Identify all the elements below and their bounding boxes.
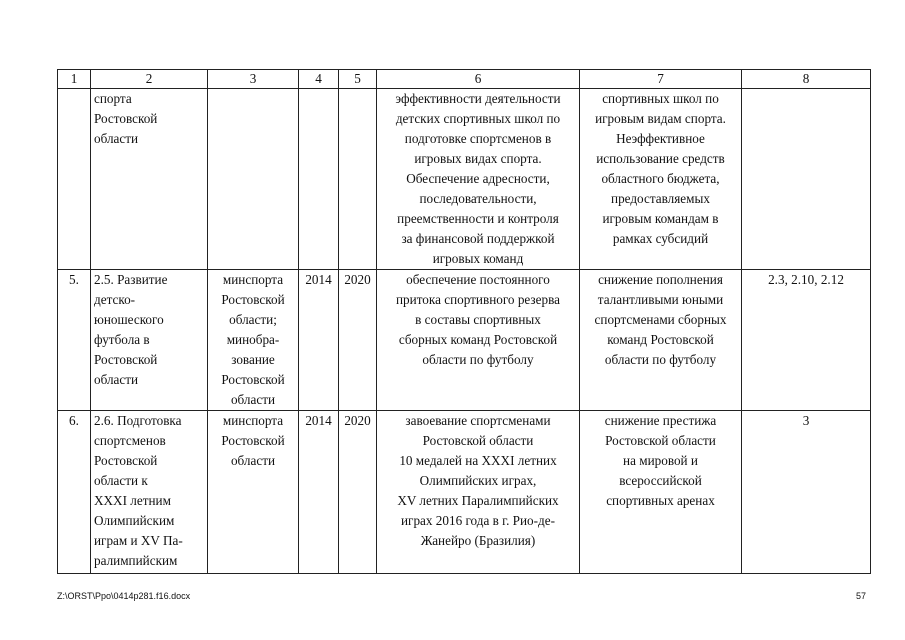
result-line: игровых видах спорта.	[414, 151, 542, 166]
consequence-line: Ростовской области	[605, 433, 716, 448]
measure-name-line: Ростовской	[94, 453, 158, 468]
measure-name-line: Ростовской	[94, 352, 158, 367]
result-line: области по футболу	[422, 352, 534, 367]
measure-name-line: ралимпийским	[94, 553, 178, 568]
consequence-line: Неэффективное	[616, 131, 705, 146]
consequence-line: использование средств	[596, 151, 725, 166]
consequence-line: на мировой и	[623, 453, 698, 468]
link-cell: 3	[742, 411, 871, 574]
result-line: 10 медалей на XXXI летних	[399, 453, 557, 468]
header-col-1: 1	[58, 70, 91, 89]
executor-line: области	[230, 392, 276, 407]
result-line: притока спортивного резерва	[395, 292, 560, 307]
executor-line: минспорта	[222, 413, 284, 428]
result-line: последовательности,	[419, 191, 537, 206]
footer-file-path: Z:\ORST\Ppo\0414p281.f16.docx	[57, 591, 191, 601]
consequence-line: игровым видам спорта.	[595, 111, 726, 126]
end-year-cell	[339, 89, 377, 270]
consequence-line: области по футболу	[604, 352, 717, 367]
table-row	[58, 270, 871, 411]
consequence-line: талантливыми юными	[597, 292, 724, 307]
expected-result-cell	[377, 89, 580, 270]
executor-line: области	[230, 453, 276, 468]
executor-cell	[208, 89, 299, 270]
consequence-line: рамках субсидий	[612, 231, 709, 246]
consequence-line: спортсменами сборных	[594, 312, 727, 327]
consequence-cell	[580, 89, 742, 270]
consequence-line: областного бюджета,	[601, 171, 720, 186]
measure-name-line: XXXI летним	[94, 493, 171, 508]
program-table	[57, 69, 871, 574]
measure-name-line: области	[94, 131, 139, 146]
start-year-cell: 2014	[299, 270, 339, 411]
result-line: завоевание спортсменами	[405, 413, 551, 428]
consequence-line: спортивных школ по	[602, 91, 719, 106]
measure-name-line: спортсменов	[94, 433, 166, 448]
consequence-line: всероссийской	[619, 473, 702, 488]
start-year-cell: 2014	[299, 411, 339, 574]
executor-cell	[208, 270, 299, 411]
header-col-7: 7	[580, 70, 742, 89]
consequence-line: спортивных аренах	[606, 493, 715, 508]
result-line: за финансовой поддержкой	[401, 231, 555, 246]
result-line: сборных команд Ростовской	[398, 332, 558, 347]
consequence-line: снижение пополнения	[598, 272, 723, 287]
measure-name-line: детско-	[94, 292, 136, 307]
measure-name-line: области	[94, 372, 139, 387]
measure-name-line: Олимпийским	[94, 513, 175, 528]
footer-page-number: 57	[855, 591, 866, 601]
table-row	[58, 411, 871, 574]
executor-line: минобра-	[226, 332, 280, 347]
measure-name-line: 2.5. Развитие	[94, 272, 168, 287]
link-cell: 2.3, 2.10, 2.12	[742, 270, 871, 411]
consequence-line: игровым командам в	[602, 211, 719, 226]
executor-line: минспорта	[222, 272, 284, 287]
header-col-5: 5	[339, 70, 377, 89]
header-col-3: 3	[208, 70, 299, 89]
executor-line: области;	[229, 312, 277, 327]
result-line: Обеспечение адресности,	[406, 171, 550, 186]
header-col-4: 4	[299, 70, 339, 89]
measure-name-line: Ростовской	[94, 111, 158, 126]
measure-name-line: юношеского	[94, 312, 164, 327]
end-year-cell: 2020	[339, 270, 377, 411]
measure-name-line: футбола в	[94, 332, 150, 347]
expected-result-cell	[377, 270, 580, 411]
result-line: Ростовской области	[422, 433, 534, 448]
measure-name-line: 2.6. Подготовка	[94, 413, 182, 428]
result-line: преемственности и контроля	[397, 211, 559, 226]
consequence-line: снижение престижа	[604, 413, 717, 428]
table-row	[58, 89, 871, 270]
result-line: Жанейро (Бразилия)	[420, 533, 536, 548]
result-line: в составы спортивных	[415, 312, 541, 327]
measure-name-line: спорта	[94, 91, 132, 106]
result-line: подготовке спортсменов в	[404, 131, 552, 146]
consequence-line: предоставляемых	[611, 191, 710, 206]
result-line: обеспечение постоянного	[406, 272, 550, 287]
result-line: эффективности деятельности	[395, 91, 561, 106]
result-line: XV летних Паралимпийских	[397, 493, 559, 508]
row-number	[58, 89, 91, 270]
measure-name-line: области к	[94, 473, 148, 488]
link-cell	[742, 89, 871, 270]
executor-cell	[208, 411, 299, 574]
executor-line: Ростовской	[221, 292, 285, 307]
consequence-cell	[580, 270, 742, 411]
header-col-6: 6	[377, 70, 580, 89]
result-line: детских спортивных школ по	[395, 111, 561, 126]
result-line: Олимпийских играх,	[419, 473, 537, 488]
start-year-cell	[299, 89, 339, 270]
consequence-line: команд Ростовской	[607, 332, 714, 347]
consequence-cell	[580, 411, 742, 574]
measure-name-cell	[91, 89, 208, 270]
header-row	[58, 70, 871, 89]
executor-line: Ростовской	[221, 433, 285, 448]
measure-name-cell	[91, 270, 208, 411]
measure-name-cell	[91, 411, 208, 574]
executor-line: зование	[231, 352, 275, 367]
row-number: 5.	[58, 270, 91, 411]
expected-result-cell	[377, 411, 580, 574]
measure-name-line: играм и XV Па-	[94, 533, 183, 548]
header-col-8: 8	[742, 70, 871, 89]
row-number: 6.	[58, 411, 91, 574]
executor-line: Ростовской	[221, 372, 285, 387]
result-line: игровых команд	[432, 251, 524, 266]
header-col-2: 2	[91, 70, 208, 89]
end-year-cell: 2020	[339, 411, 377, 574]
result-line: играх 2016 года в г. Рио-де-	[401, 513, 555, 528]
